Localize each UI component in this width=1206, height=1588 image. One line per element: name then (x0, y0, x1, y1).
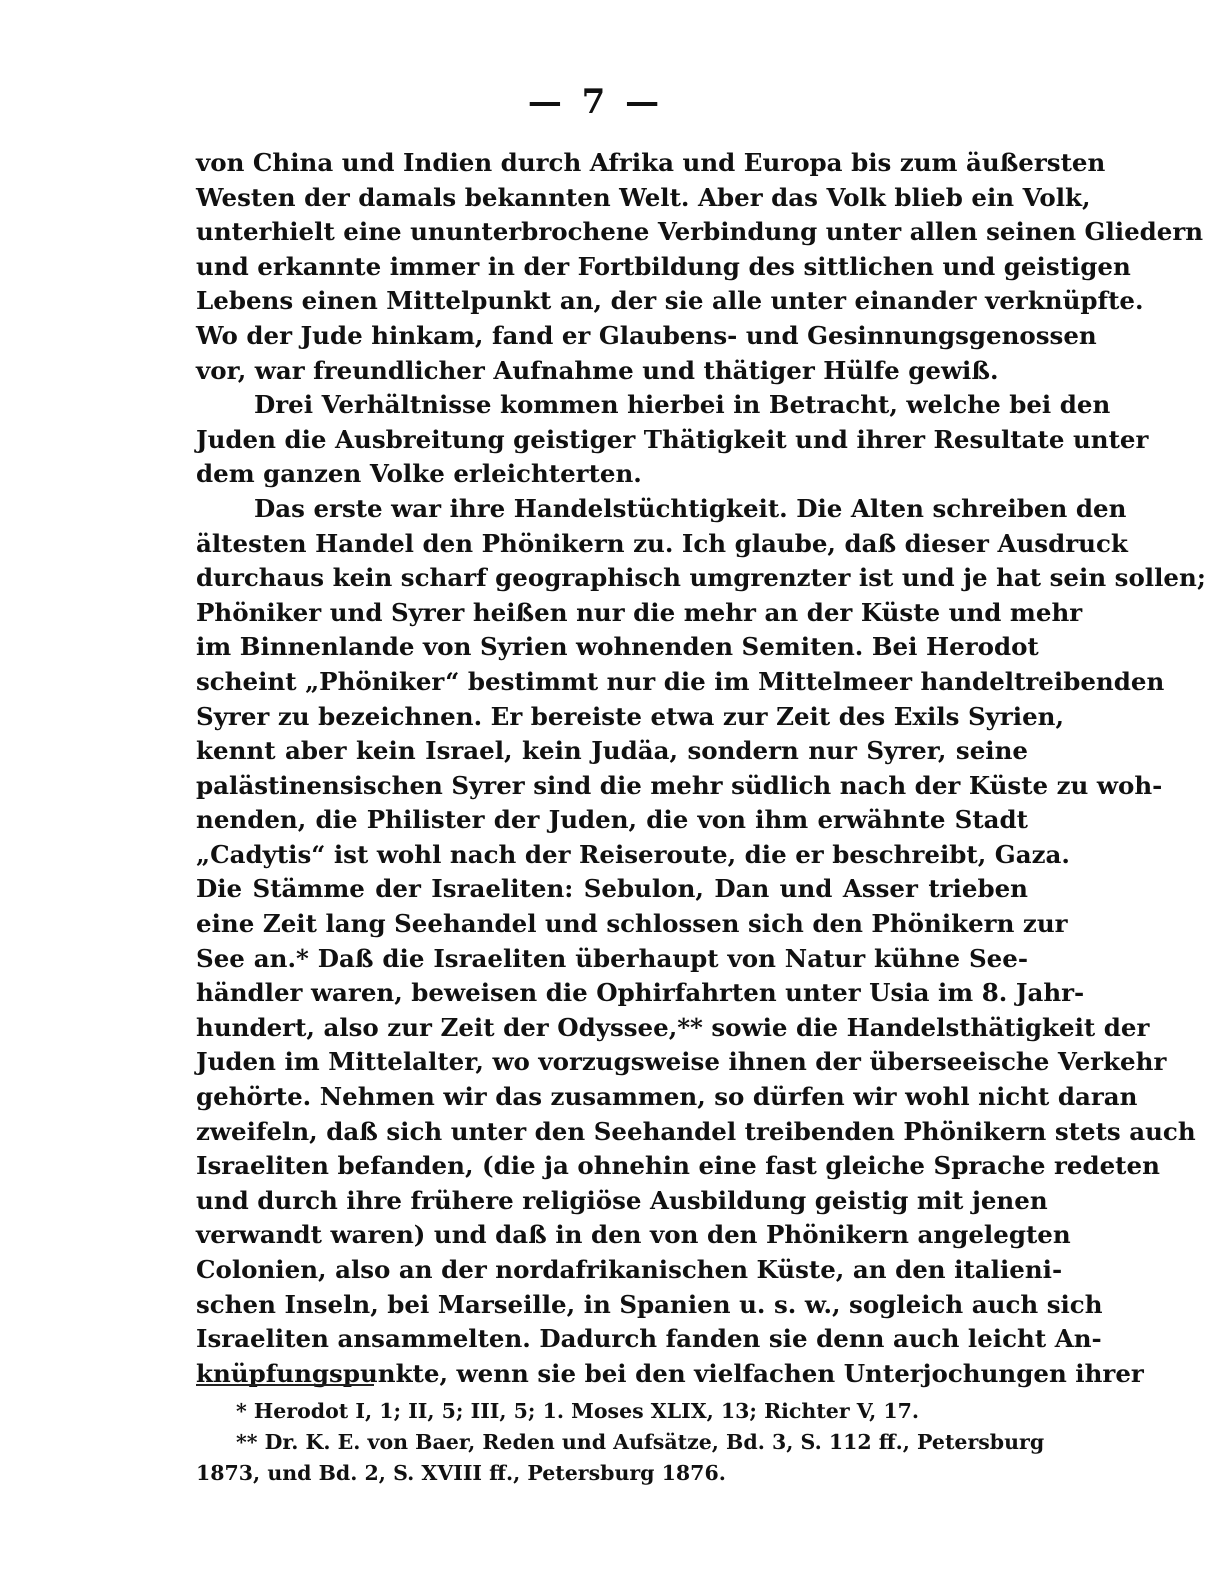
text-line: im Binnenlande von Syrien wohnenden Semiten. Bei Herodot (196, 632, 1039, 662)
body-text (196, 146, 1206, 1391)
text-line: Die Stämme der Israeliten: Sebulon, Dan und Asser trieben (196, 874, 1028, 904)
text-line: händler waren, beweisen die Ophirfahrten unter Usia im 8. Jahr- (196, 978, 1085, 1008)
text-line: Juden im Mittelalter, wo vorzugsweise ihnen der überseeische Verkehr (196, 1047, 1167, 1077)
text-line: verwandt waren) und daß in den von den Phönikern angelegten (196, 1220, 1071, 1250)
text-line: ältesten Handel den Phönikern zu. Ich glaube, daß dieser Ausdruck (196, 528, 1128, 558)
text-line: Wo der Jude hinkam, fand er Glaubens- und Gesinnungsgenossen (196, 320, 1097, 350)
text-line: hundert, also zur Zeit der Odyssee,** sowie die Handelsthätigkeit der (196, 1012, 1150, 1042)
text-line: Drei Verhältnisse kommen hierbei in Betracht, welche bei den (254, 390, 1111, 420)
footnote-line: ** Dr. K. E. von Baer, Reden und Aufsätze, Bd. 3, S. 112 ff., Petersburg (236, 1430, 1045, 1454)
page-number: — 7 — (527, 82, 664, 122)
text-line: kennt aber kein Israel, kein Judäa, sondern nur Syrer, seine (196, 736, 1028, 766)
text-line: Juden die Ausbreitung geistiger Thätigkeit und ihrer Resultate unter (196, 424, 1149, 454)
text-line: zweifeln, daß sich unter den Seehandel treibenden Phönikern stets auch (196, 1116, 1196, 1146)
text-line: Israeliten ansammelten. Dadurch fanden sie denn auch leicht An- (196, 1324, 1102, 1354)
text-line: nenden, die Philister der Juden, die von ihm erwähnte Stadt (196, 805, 1028, 835)
text-line: Syrer zu bezeichnen. Er bereiste etwa zur Zeit des Exils Syrien, (196, 701, 1065, 731)
text-line: „Cadytis“ ist wohl nach der Reiseroute, die er beschreibt, Gaza. (196, 839, 1070, 869)
text-line: schen Inseln, bei Marseille, in Spanien u. s. w., sogleich auch sich (196, 1289, 1103, 1319)
text-line: Das erste war ihre Handelstüchtigkeit. Die Alten schreiben den (254, 493, 1127, 523)
text-line: See an.* Daß die Israeliten überhaupt von Natur kühne See- (196, 943, 1028, 973)
footnote-line: * Herodot I, 1; II, 5; III, 5; 1. Moses XLIX, 13; Richter V, 17. (236, 1399, 920, 1423)
text-line: Westen der damals bekannten Welt. Aber das Volk blieb ein Volk, (196, 182, 1091, 212)
text-line: Colonien, also an der nordafrikanischen Küste, an den italieni- (196, 1255, 1063, 1284)
text-line: unterhielt eine ununterbrochene Verbindung unter allen seinen Gliedern (196, 217, 1204, 247)
text-line: Israeliten befanden, (die ja ohnehin eine fast gleiche Sprache redeten (196, 1151, 1160, 1181)
text-line: scheint „Phöniker“ bestimmt nur die im Mittelmeer handeltreibenden (196, 666, 1165, 696)
footnote-rule (196, 1384, 374, 1386)
text-line: von China und Indien durch Afrika und Europa bis zum äußersten (196, 148, 1106, 177)
footnotes (196, 1396, 1045, 1489)
text-line: Phöniker und Syrer heißen nur die mehr an der Küste und mehr (196, 597, 1083, 627)
text-line: gehörte. Nehmen wir das zusammen, so dürfen wir wohl nicht daran (196, 1082, 1138, 1112)
text-line: knüpfungspunkte, wenn sie bei den vielfachen Unterjochungen ihrer (196, 1358, 1144, 1388)
text-line: palästinensischen Syrer sind die mehr südlich nach der Küste zu woh- (196, 770, 1163, 800)
text-line: und durch ihre frühere religiöse Ausbildung geistig mit jenen (196, 1185, 1048, 1215)
footnote-line: 1873, und Bd. 2, S. XVIII ff., Petersburg 1876. (196, 1461, 726, 1485)
text-line: durchaus kein scharf geographisch umgrenzter ist und je hat sein sollen; (196, 563, 1206, 593)
text-line: dem ganzen Volke erleichterten. (196, 459, 642, 489)
text-line: vor, war freundlicher Aufnahme und thätiger Hülfe gewiß. (196, 355, 999, 385)
text-line: eine Zeit lang Seehandel und schlossen sich den Phönikern zur (196, 909, 1068, 939)
text-line: und erkannte immer in der Fortbildung des sittlichen und geistigen (196, 251, 1131, 281)
text-line: Lebens einen Mittelpunkt an, der sie alle unter einander verknüpfte. (196, 286, 1144, 316)
